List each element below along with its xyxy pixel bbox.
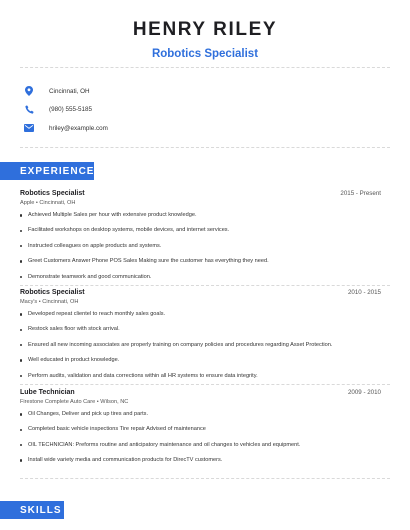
- bullet-item: Restock sales floor with stock arrival.: [20, 326, 381, 341]
- location-pin-icon: [23, 85, 35, 97]
- bullet-item: Demonstrate teamwork and good communication.: [20, 274, 381, 289]
- job-bullets: [20, 311, 381, 388]
- bullet-item: Completed basic vehicle inspections Tire repair Advised of maintenance: [20, 426, 381, 441]
- job-dates: 2010 - 2015: [347, 289, 381, 296]
- bullet-item: Developed repeat clientel to reach monthly sales goals.: [20, 311, 381, 326]
- candidate-title: Robotics Specialist: [151, 48, 259, 60]
- bullet-item: OIL TECHNICIAN: Preforms routine and anticipatory maintenance and oil changes to vehicles and equipment.: [20, 442, 381, 457]
- bullet-item: Greet Customers Answer Phone POS Sales Making sure the customer has everything they need.: [20, 258, 381, 273]
- candidate-name: HENRY RILEY: [132, 19, 278, 40]
- job-title: Robotics Specialist: [20, 289, 85, 296]
- contact-email: [20, 119, 108, 138]
- bullet-item: Well educated in product knowledge.: [20, 357, 381, 372]
- divider: [20, 384, 390, 385]
- job-dates: 2009 - 2010: [347, 389, 381, 396]
- bullet-item: Oil Changes, Deliver and pick up tires and parts.: [20, 411, 381, 426]
- bullet-item: Ensured all new incoming associates are properly training on company policies and procedures regarding Asset Protection.: [20, 342, 381, 357]
- phone-text: (980) 555-5185: [49, 106, 93, 114]
- divider: [20, 478, 390, 479]
- job-organization: Macy's • Cincinnati, OH: [20, 299, 79, 305]
- bullet-item: Facilitated workshops on desktop systems, mobile devices, and internet services.: [20, 227, 381, 242]
- email-text[interactable]: hriley@example.com: [49, 124, 108, 132]
- bullet-item: Perform audits, validation and data corrections within all HR systems to ensure data integrity.: [20, 373, 381, 388]
- divider: [20, 67, 390, 68]
- bullet-item: Install wide variety media and communication products for DirecTV customers.: [20, 457, 381, 472]
- job-organization: Firestone Complete Auto Care • Wilson, NC: [20, 399, 129, 405]
- phone-icon: [23, 104, 35, 116]
- section-heading-experience: EXPERIENCE: [0, 162, 94, 180]
- divider: [20, 285, 390, 286]
- location-text: Cincinnati, OH: [49, 87, 90, 95]
- job-dates: 2015 - Present: [340, 190, 381, 197]
- job-title: Robotics Specialist: [20, 190, 85, 197]
- divider: [20, 147, 390, 148]
- job-entry: [20, 190, 381, 289]
- bullet-item: Achieved Multiple Sales per hour with extensive product knowledge.: [20, 212, 381, 227]
- job-bullets: [20, 411, 381, 473]
- job-title: Lube Technician: [20, 389, 75, 396]
- job-entry: [20, 289, 381, 388]
- job-bullets: [20, 212, 381, 289]
- contact-location: [20, 82, 108, 101]
- mail-icon: [23, 122, 35, 134]
- job-entry: [20, 389, 381, 473]
- job-organization: Apple • Cincinnati, OH: [20, 200, 76, 206]
- resume-header: [0, 0, 410, 61]
- bullet-item: Instructed colleagues on apple products and systems.: [20, 243, 381, 258]
- contact-phone: [20, 101, 108, 120]
- contact-list: [20, 82, 108, 138]
- section-heading-skills: SKILLS: [0, 501, 64, 519]
